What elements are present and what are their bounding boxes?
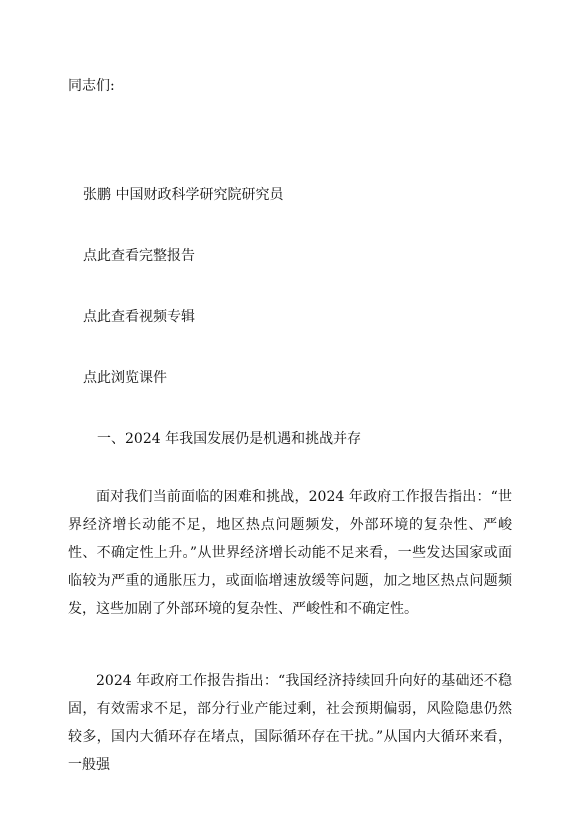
body-paragraph: 面对我们当前面临的困难和挑战，2024 年政府工作报告指出：“世界经济增长动能不足，地区热点问题频发，外部环境的复杂性、严峻性、不确定性上升。”从世界经济增长动能不足来看，一些发达国家或面临较为严重的通胀压力，或面临增速放缓等问题，加之地区热点问题频发，这些加剧了外部环境的复杂性、严峻性和不确定性。 (68, 489, 512, 617)
author-line: 张鹏 中国财政科学研究院研究员 (83, 187, 284, 203)
full-report-link[interactable]: 点此查看完整报告 (83, 248, 195, 264)
salutation: 同志们: (68, 78, 115, 94)
body-paragraph: 2024 年政府工作报告指出：“我国经济持续回升向好的基础还不稳固，有效需求不足，部分行业产能过剩，社会预期偏弱，风险隐患仍然较多，国内大循环存在堵点，国际循环存在干扰。”从国内大循环来看，一般强 (68, 673, 512, 773)
video-album-link[interactable]: 点此查看视频专辑 (83, 309, 195, 325)
section-heading: 一、2024 年我国发展仍是机遇和挑战并存 (97, 431, 362, 447)
courseware-link[interactable]: 点此浏览课件 (83, 370, 167, 386)
